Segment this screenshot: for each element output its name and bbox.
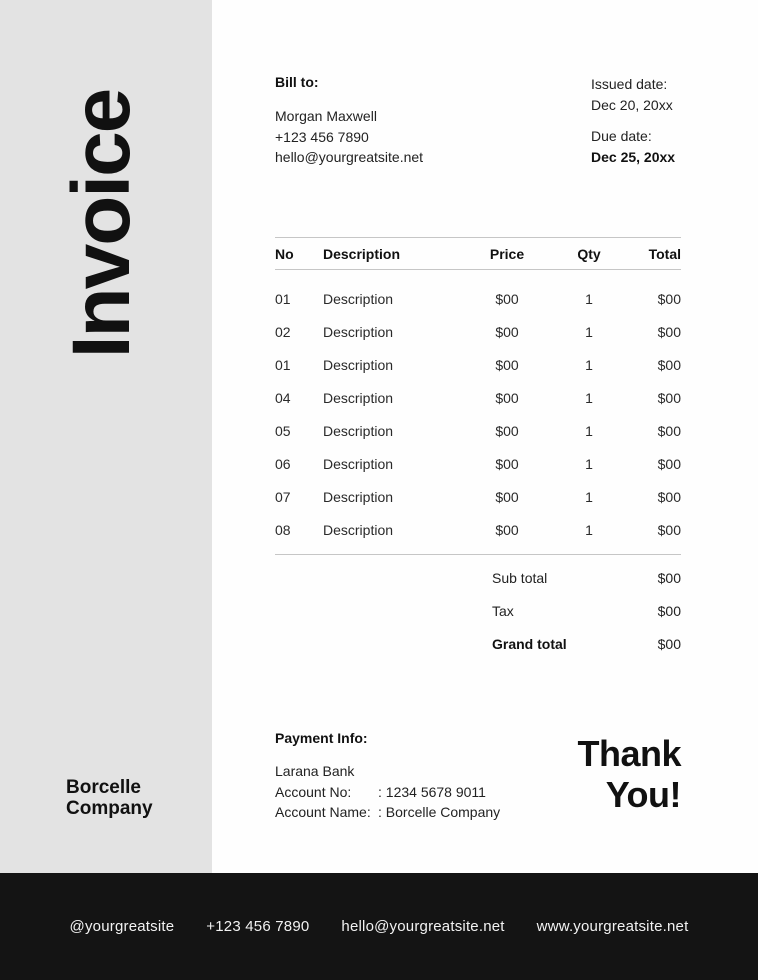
thank-you-line2: You! <box>605 774 681 815</box>
footer-bar <box>0 873 758 980</box>
cell-description: Description <box>323 323 394 340</box>
items-table <box>275 237 681 555</box>
cell-description: Description <box>323 521 394 538</box>
account-no-value: : 1234 5678 9011 <box>378 783 486 800</box>
subtotal-row <box>275 561 681 594</box>
cell-qty: 1 <box>585 356 593 373</box>
thank-you-line1: Thank <box>577 733 681 774</box>
cell-description: Description <box>323 290 394 307</box>
cell-description: Description <box>323 488 394 505</box>
bill-to-label: Bill to: <box>275 74 319 90</box>
cell-total: $00 <box>657 323 681 340</box>
grand-total-label: Grand total <box>492 635 567 652</box>
cell-no: 06 <box>275 455 291 472</box>
cell-price: $00 <box>495 290 519 307</box>
footer-social-handle: @yourgreatsite <box>69 918 175 935</box>
due-date-value: Dec 25, 20xx <box>591 149 676 165</box>
payment-info-block <box>275 730 500 823</box>
footer-email: hello@yourgreatsite.net <box>341 918 505 935</box>
table-row <box>275 381 681 414</box>
bill-to-email: hello@yourgreatsite.net <box>275 149 424 165</box>
cell-total: $00 <box>657 389 681 406</box>
header-qty: Qty <box>577 245 601 262</box>
account-name-label: Account Name: <box>275 804 371 820</box>
table-row <box>275 480 681 513</box>
table-row <box>275 348 681 381</box>
table-header-row <box>275 238 681 269</box>
due-date-label: Due date: <box>591 128 652 144</box>
cell-qty: 1 <box>585 323 593 340</box>
company-name-line2: Company <box>66 798 153 819</box>
issued-date-label: Issued date: <box>591 76 668 92</box>
tax-value: $00 <box>657 602 681 619</box>
header-no: No <box>275 245 294 262</box>
subtotal-value: $00 <box>657 569 681 586</box>
cell-description: Description <box>323 356 394 373</box>
account-name-value: : Borcelle Company <box>378 804 501 820</box>
cell-total: $00 <box>657 422 681 439</box>
cell-total: $00 <box>657 455 681 472</box>
cell-description: Description <box>323 455 394 472</box>
cell-qty: 1 <box>585 422 593 439</box>
cell-no: 01 <box>275 290 291 307</box>
cell-price: $00 <box>495 356 519 373</box>
cell-price: $00 <box>495 323 519 340</box>
grand-total-value: $00 <box>657 635 681 652</box>
cell-qty: 1 <box>585 389 593 406</box>
tax-row <box>275 594 681 627</box>
cell-price: $00 <box>495 389 519 406</box>
header-total: Total <box>648 245 681 262</box>
payment-account-name-row <box>275 802 500 823</box>
bill-to-name: Morgan Maxwell <box>275 108 377 124</box>
cell-description: Description <box>323 389 394 406</box>
bill-to-phone: +123 456 7890 <box>275 128 369 145</box>
tax-label: Tax <box>492 602 514 619</box>
footer-website: www.yourgreatsite.net <box>536 918 689 935</box>
issued-date-value: Dec 20, 20xx <box>591 97 673 113</box>
cell-total: $00 <box>657 290 681 307</box>
cell-qty: 1 <box>585 455 593 472</box>
cell-no: 08 <box>275 521 291 538</box>
subtotal-label: Sub total <box>492 569 548 586</box>
table-body <box>275 270 681 554</box>
payment-info-label: Payment Info: <box>275 730 368 746</box>
totals-block <box>275 561 681 660</box>
cell-no: 05 <box>275 422 291 439</box>
company-name <box>66 777 153 819</box>
table-row <box>275 315 681 348</box>
table-row <box>275 282 681 315</box>
cell-total: $00 <box>657 488 681 505</box>
bill-to-block <box>275 74 423 168</box>
cell-qty: 1 <box>585 488 593 505</box>
grand-total-row <box>275 627 681 660</box>
cell-no: 02 <box>275 323 291 340</box>
payment-bank: Larana Bank <box>275 763 355 779</box>
table-bottom-divider <box>275 554 681 555</box>
header-description: Description <box>323 245 401 262</box>
cell-description: Description <box>323 422 394 439</box>
cell-qty: 1 <box>585 290 593 307</box>
table-row <box>275 414 681 447</box>
cell-price: $00 <box>495 455 519 472</box>
table-row <box>275 513 681 546</box>
table-row <box>275 447 681 480</box>
thank-you-message <box>577 733 681 815</box>
account-no-label: Account No: <box>275 783 352 800</box>
cell-no: 07 <box>275 488 291 505</box>
cell-qty: 1 <box>585 521 593 538</box>
invoice-vertical-title: Invoice <box>56 89 147 359</box>
cell-price: $00 <box>495 488 519 505</box>
cell-price: $00 <box>495 422 519 439</box>
sidebar-panel <box>0 0 212 873</box>
company-name-line1: Borcelle <box>66 777 141 798</box>
cell-total: $00 <box>657 356 681 373</box>
cell-price: $00 <box>495 521 519 538</box>
payment-account-no-row <box>275 782 500 803</box>
cell-total: $00 <box>657 521 681 538</box>
dates-block <box>591 74 675 168</box>
cell-no: 01 <box>275 356 291 373</box>
cell-no: 04 <box>275 389 291 406</box>
footer-phone: +123 456 7890 <box>206 918 310 935</box>
header-price: Price <box>489 245 525 262</box>
